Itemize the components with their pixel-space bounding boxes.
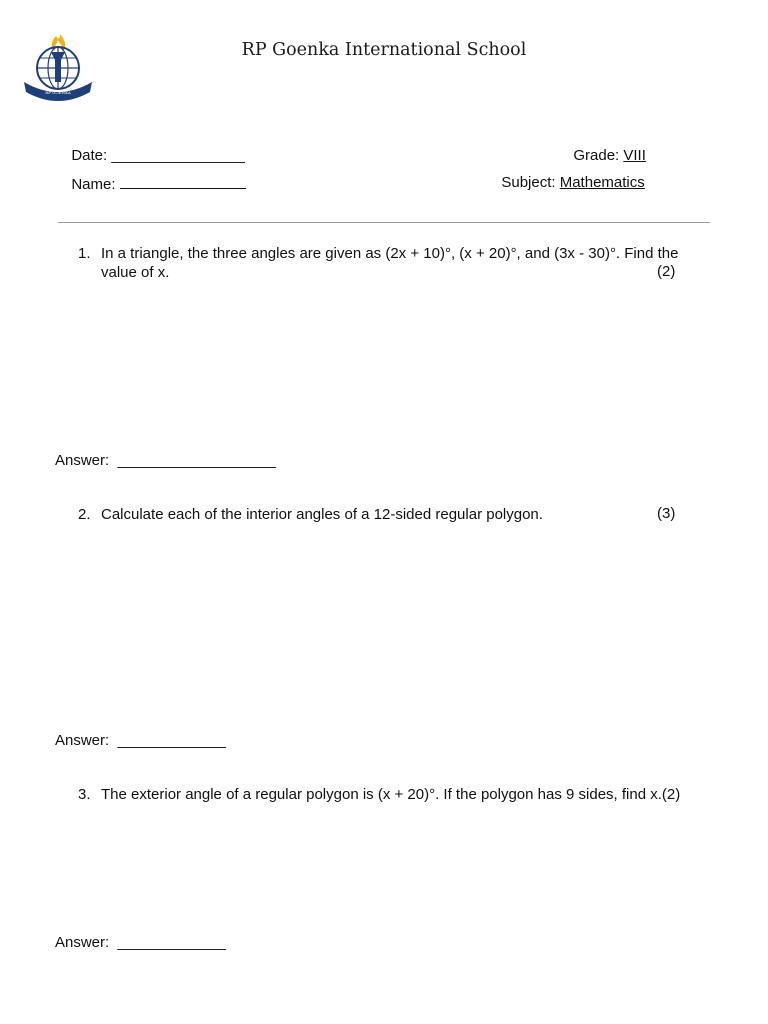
question-number: 2. bbox=[78, 506, 91, 523]
question-marks: (3) bbox=[657, 505, 676, 522]
question-text: Calculate each of the interior angles of a 12-sided regular polygon. bbox=[101, 506, 543, 523]
name-blank-line[interactable] bbox=[120, 174, 246, 189]
question-1 bbox=[78, 244, 708, 284]
subject-field bbox=[493, 157, 645, 191]
question-3 bbox=[78, 785, 718, 805]
question-text: The exterior angle of a regular polygon is (x + 20)°. If the polygon has 9 sides, find x.(2) bbox=[101, 786, 681, 803]
grade-label: Grade: bbox=[573, 147, 624, 164]
date-label: Date: ________________ bbox=[71, 147, 245, 164]
question-number: 3. bbox=[78, 786, 91, 803]
svg-text:RP GOENKA: RP GOENKA bbox=[45, 90, 71, 95]
header-divider bbox=[58, 222, 710, 223]
answer-field-2[interactable]: Answer: _____________ bbox=[55, 732, 226, 749]
subject-label: Subject: bbox=[501, 174, 560, 191]
question-text: In a triangle, the three angles are given as (2x + 10)°, (x + 20)°, and (3x - 30)°. Find the value of x. bbox=[101, 245, 679, 281]
name-field[interactable] bbox=[63, 157, 246, 193]
school-name: RP Goenka International School bbox=[241, 40, 527, 60]
grade-value: VIII bbox=[623, 147, 646, 164]
question-2 bbox=[78, 505, 708, 525]
answer-field-1[interactable]: Answer: ___________________ bbox=[55, 452, 277, 469]
answer-field-3[interactable]: Answer: _____________ bbox=[55, 934, 226, 951]
name-label: Name: bbox=[71, 176, 120, 193]
question-number: 1. bbox=[78, 245, 91, 262]
question-marks: (2) bbox=[657, 263, 676, 280]
subject-value: Mathematics bbox=[559, 174, 645, 191]
